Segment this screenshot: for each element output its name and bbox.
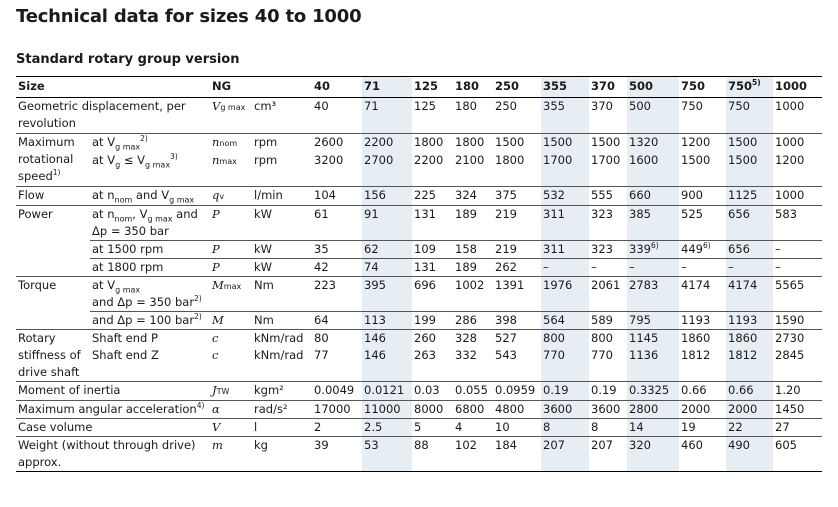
value-cell: 1500 [681,153,711,167]
value-cell: 370 [591,99,613,113]
value-cell: 0.055 [453,381,493,400]
value-cell: 3200 [314,153,344,167]
value-cell: 5 [412,418,453,436]
value-cell: 324 [453,186,493,205]
value-cell: 0.66 [726,381,773,400]
value-cell: 180 [455,99,477,113]
value-cell: 80 [312,329,362,347]
value-cell: 900 [679,186,726,205]
value-cell: 1500 [589,134,627,153]
section-subtitle: Standard rotary group version [16,52,240,67]
value-cell: 0.3325 [627,381,679,400]
value-cell: 543 [495,348,517,362]
size-col-header: 125 [412,77,453,98]
value-cell: 14 [627,418,679,436]
size-col-header: 500 [627,77,679,98]
row-condition: at $V_{g max}$ and Δp = 350 bar$^{2)}$ [90,276,210,311]
unit: rpm [254,153,278,167]
value-cell: 19 [679,418,726,436]
unit: kNm/rad [252,329,312,347]
table-row [16,329,822,347]
value-cell: – [541,258,589,276]
unit: l [252,418,312,436]
value-cell: 42 [312,258,362,276]
value-cell: 4174 [679,276,726,311]
value-cell: 328 [453,329,493,347]
ng-header: NG [210,77,252,98]
value-cell: – [773,240,822,258]
table-row [16,347,822,381]
value-cell: 770 [591,348,613,362]
unit: rad/s² [252,400,312,418]
value-cell: 564 [541,311,589,329]
value-cell: 35 [312,240,362,258]
value-cell: 1812 [681,348,711,362]
value-cell: 660 [627,186,679,205]
value-cell: 207 [541,436,589,471]
value-cell: 696 [412,276,453,311]
value-cell: 0.19 [541,381,589,400]
value-cell: 61 [312,205,362,240]
size-col-header: 40 [312,77,362,98]
value-cell: 131 [412,258,453,276]
value-cell: 146 [362,347,412,381]
value-cell: 53 [362,436,412,471]
value-cell: 1500 [541,134,589,153]
unit: kg [252,436,312,471]
unit: kNm/rad [254,348,304,362]
value-cell: 1700 [541,152,589,186]
value-cell: 88 [412,436,453,471]
value-cell: 1193 [726,311,773,329]
value-cell: 0.19 [589,381,627,400]
value-cell: 225 [412,186,453,205]
table-row [16,436,822,471]
value-cell: 589 [589,311,627,329]
row-label: Torque [16,276,90,329]
value-cell: 184 [493,436,541,471]
value-cell: 1200 [775,153,805,167]
value-cell: 2200 [414,153,444,167]
row-label: Weight (without through drive) approx. [16,436,210,471]
value-cell: 4800 [493,400,541,418]
value-cell: 2800 [627,400,679,418]
value-cell: 525 [679,205,726,240]
value-cell: 1812 [726,347,773,381]
value-cell: 795 [627,311,679,329]
value-cell: 2200 [362,134,412,153]
value-cell: 1500 [726,134,773,153]
value-cell: 40 [314,99,329,113]
unit: Nm [252,276,312,311]
value-cell: 0.0049 [312,381,362,400]
value-cell: 1125 [726,186,773,205]
value-cell: 1000 [775,99,805,113]
value-cell: 0.03 [412,381,453,400]
value-cell: 125 [414,99,436,113]
value-cell: 1193 [679,311,726,329]
size-col-header: 1000 [773,77,822,98]
value-cell: 750 [726,98,773,134]
unit: kgm² [252,381,312,400]
symbol: P [210,205,252,240]
value-cell: 1500 [493,134,541,153]
value-cell: 223 [312,276,362,311]
table-row [16,152,822,186]
symbol: Mmax [210,276,252,311]
value-cell: 199 [412,311,453,329]
value-cell: 1700 [591,153,621,167]
value-cell: 1500 [726,152,773,186]
value-cell: 260 [412,329,453,347]
value-cell: 2 [312,418,362,436]
value-cell: 323 [589,240,627,258]
value-cell: 5565 [773,276,822,311]
value-cell: 39 [312,436,362,471]
value-cell: 605 [773,436,822,471]
table-row [16,258,822,276]
size-col-header: 250 [493,77,541,98]
table-row [16,240,822,258]
value-cell: 490 [726,436,773,471]
value-cell: – [589,258,627,276]
value-cell: 1800 [412,134,453,153]
value-cell: 339$^{6)}$ [627,240,679,258]
table-row [16,186,822,205]
value-cell: 311 [541,205,589,240]
value-cell: 395 [362,276,412,311]
value-cell: 104 [312,186,362,205]
table-row [16,381,822,400]
value-cell: 320 [627,436,679,471]
row-condition: at 1800 rpm [90,258,210,276]
row-condition: and Δp = 100 bar$^{2)}$ [90,311,210,329]
value-cell: 2600 [312,134,362,153]
value-cell: 1391 [493,276,541,311]
symbol: nmax [212,153,237,167]
footnote-marker: 6) [650,240,659,250]
table-row [16,205,822,240]
unit: Nm [252,311,312,329]
value-cell: 71 [362,98,412,134]
value-cell: 800 [589,329,627,347]
value-cell: 0.66 [679,381,726,400]
value-cell: 555 [589,186,627,205]
row-condition: at $V_{g max}^{2)}$ [90,134,210,153]
value-cell: 2100 [455,153,485,167]
row-label: Maximum angular acceleration$^{4)}$ [16,400,210,418]
value-cell: 131 [412,205,453,240]
row-label: Flow [16,186,90,205]
value-cell: 2845 [775,348,805,362]
table-row [16,311,822,329]
value-cell: 74 [362,258,412,276]
value-cell: 10 [493,418,541,436]
value-cell: 91 [362,205,412,240]
value-cell: 2000 [726,400,773,418]
row-condition: at 1500 rpm [90,240,210,258]
value-cell: 0.0121 [362,381,412,400]
footnote-marker: 6) [702,240,711,250]
row-label: Case volume [16,418,210,436]
row-label: Moment of inertia [16,381,210,400]
value-cell: 102 [453,436,493,471]
symbol: JTW [210,381,252,400]
symbol: P [210,258,252,276]
value-cell: 156 [362,186,412,205]
size-col-header: 750 [679,77,726,98]
value-cell: 219 [493,240,541,258]
value-cell: 1145 [627,329,679,347]
value-cell: 8 [589,418,627,436]
symbol: M [210,311,252,329]
symbol: Vg max [212,99,246,113]
table-header-row [16,77,822,98]
value-cell: 2.5 [362,418,412,436]
value-cell: 460 [679,436,726,471]
value-cell: 449$^{6)}$ [679,240,726,258]
value-cell: 2061 [589,276,627,311]
row-label: Maximum rotational speed$^{1)}$ [16,134,90,187]
value-cell: 2783 [627,276,679,311]
unit: kW [252,258,312,276]
symbol: c [212,348,219,362]
unit: cm³ [254,99,277,113]
value-cell: 656 [726,205,773,240]
value-cell: 527 [493,329,541,347]
value-cell: 8 [541,418,589,436]
value-cell: – [627,258,679,276]
value-cell: 375 [493,186,541,205]
symbol: P [210,240,252,258]
table-row [16,400,822,418]
value-cell: 398 [493,311,541,329]
value-cell: 0.0959 [493,381,541,400]
row-condition: at $n_{nom}$, $V_{g max}$ and Δp = 350 bar [90,205,210,240]
footnote-marker: 5) [752,78,761,88]
value-cell: 17000 [312,400,362,418]
value-cell: 4174 [726,276,773,311]
unit: l/min [252,186,312,205]
value-cell: 1450 [773,400,822,418]
table-row [16,134,822,153]
unit: kW [252,240,312,258]
value-cell: 500 [627,98,679,134]
symbol: α [210,400,252,418]
value-cell: 1200 [679,134,726,153]
value-cell: 1976 [541,276,589,311]
unit: rpm [252,134,312,153]
technical-data-table [16,76,822,472]
symbol: qv [210,186,252,205]
value-cell: 113 [362,311,412,329]
value-cell: 27 [773,418,822,436]
size-col-header: 750$^{5)}$ [726,77,773,98]
value-cell: 158 [453,240,493,258]
value-cell: 1860 [726,329,773,347]
value-cell: 4 [453,418,493,436]
page-title: Technical data for sizes 40 to 1000 [16,6,362,27]
row-label: Rotary stiffness of drive shaft [16,329,90,381]
value-cell: 109 [412,240,453,258]
value-cell: 355 [541,98,589,134]
value-cell: – [679,258,726,276]
value-cell: 6800 [453,400,493,418]
value-cell: 262 [493,258,541,276]
value-cell: 219 [493,205,541,240]
size-col-header: 355 [541,77,589,98]
row-condition: at $V_g \le V_{g max}^{3)}$ [92,152,178,170]
value-cell: 189 [453,258,493,276]
value-cell: 583 [773,205,822,240]
value-cell: 800 [541,329,589,347]
value-cell: 207 [589,436,627,471]
value-cell: 2000 [679,400,726,418]
value-cell: 189 [453,205,493,240]
symbol: m [210,436,252,471]
row-label: Power [16,205,90,276]
table-row [16,98,822,134]
symbol: c [210,329,252,347]
value-cell: 1600 [627,152,679,186]
value-cell: 770 [541,347,589,381]
value-cell: 64 [312,311,362,329]
value-cell: 750 [681,99,703,113]
value-cell: 311 [541,240,589,258]
value-cell: 1590 [773,311,822,329]
value-cell: 1860 [679,329,726,347]
value-cell: 77 [314,348,329,362]
value-cell: 2730 [773,329,822,347]
table-row [16,276,822,311]
value-cell: 1320 [627,134,679,153]
value-cell: 332 [455,348,477,362]
value-cell: 385 [627,205,679,240]
size-col-header: 180 [453,77,493,98]
value-cell: 323 [589,205,627,240]
row-label: Geometric displacement, per revolution [18,99,186,130]
size-header: Size [16,77,90,98]
value-cell: 2700 [362,152,412,186]
value-cell: – [726,258,773,276]
value-cell: 22 [726,418,773,436]
row-condition: Shaft end Z [92,348,159,362]
value-cell: 1.20 [773,381,822,400]
table-row [16,418,822,436]
size-col-header: 370 [589,77,627,98]
value-cell: 1800 [453,134,493,153]
value-cell: 3600 [589,400,627,418]
unit: kW [252,205,312,240]
value-cell: 8000 [412,400,453,418]
value-cell: 286 [453,311,493,329]
value-cell: – [773,258,822,276]
value-cell: 11000 [362,400,412,418]
value-cell: 656 [726,240,773,258]
symbol: V [210,418,252,436]
value-cell: 250 [495,99,517,113]
value-cell: 3600 [541,400,589,418]
value-cell: 1136 [627,347,679,381]
value-cell: 532 [541,186,589,205]
size-col-header: 71 [362,77,412,98]
row-condition: Shaft end P [90,329,210,347]
value-cell: 1000 [773,186,822,205]
row-condition: at $n_{nom}$ and $V_{g max}$ [90,186,210,205]
value-cell: 62 [362,240,412,258]
symbol: nnom [210,134,252,153]
value-cell: 1002 [453,276,493,311]
value-cell: 146 [362,329,412,347]
value-cell: 1000 [773,134,822,153]
value-cell: 1800 [495,153,525,167]
value-cell: 263 [414,348,436,362]
